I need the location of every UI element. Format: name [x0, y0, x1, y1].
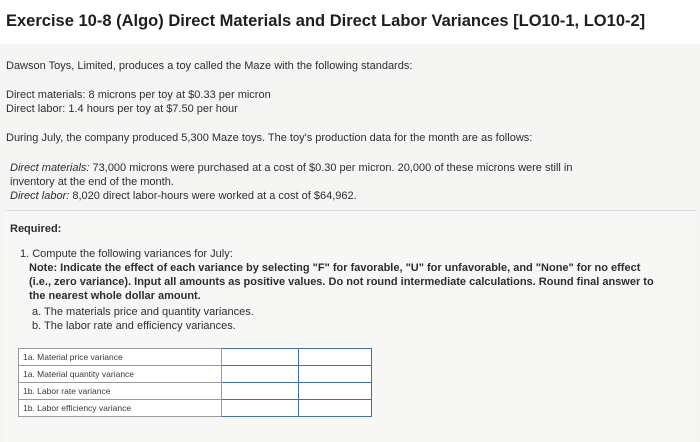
labor-data-text: 8,020 direct labor-hours were worked at a cost of $64,962.	[69, 190, 357, 202]
effect-select[interactable]	[299, 349, 372, 366]
materials-data-line	[10, 161, 573, 175]
standard-materials: Direct materials: 8 microns per toy at $0.33 per micron	[6, 89, 271, 101]
table-row	[19, 400, 372, 417]
labor-data-line	[10, 189, 357, 203]
production-text: During July, the company produced 5,300 Maze toys. The toy's production data for the month are as follows:	[6, 132, 533, 144]
table-row	[19, 383, 372, 400]
amount-input[interactable]	[222, 383, 299, 400]
note-line-3: the nearest whole dollar amount.	[29, 290, 201, 302]
note-line-2: (i.e., zero variance). Input all amounts as positive values. Do not round intermediate calculations. Round final answer to	[29, 276, 654, 288]
variance-answer-table	[18, 348, 372, 417]
amount-input[interactable]	[222, 349, 299, 366]
effect-select[interactable]	[299, 366, 372, 383]
sub-question-b: b. The labor rate and efficiency variances.	[32, 320, 236, 332]
row-label: 1a. Material price variance	[19, 349, 222, 366]
problem-content	[0, 44, 700, 442]
row-label: 1b. Labor rate variance	[19, 383, 222, 400]
sub-question-a: a. The materials price and quantity variances.	[32, 306, 254, 318]
effect-select[interactable]	[299, 383, 372, 400]
effect-select[interactable]	[299, 400, 372, 417]
row-label: 1a. Material quantity variance	[19, 366, 222, 383]
amount-input[interactable]	[222, 366, 299, 383]
materials-data-text: 73,000 microns were purchased at a cost of $0.30 per micron. 20,000 of these microns were still in	[89, 162, 573, 174]
standard-labor: Direct labor: 1.4 hours per toy at $7.50 per hour	[6, 103, 238, 115]
materials-data-label: Direct materials:	[10, 162, 90, 174]
amount-input[interactable]	[222, 400, 299, 417]
note-line-1: Note: Indicate the effect of each variance by selecting "F" for favorable, "U" for unfavorable, and "None" for no effect	[29, 262, 641, 274]
row-label: 1b. Labor efficiency variance	[19, 400, 222, 417]
question-1: 1. Compute the following variances for July:	[20, 248, 233, 260]
required-heading: Required:	[10, 223, 62, 235]
page-title: Exercise 10-8 (Algo) Direct Materials and Direct Labor Variances [LO10-1, LO10-2]	[6, 12, 646, 30]
table-row	[19, 349, 372, 366]
materials-data-line2: inventory at the end of the month.	[10, 176, 174, 188]
header-bar	[0, 0, 700, 45]
intro-text: Dawson Toys, Limited, produces a toy called the Maze with the following standards:	[6, 60, 413, 72]
table-row	[19, 366, 372, 383]
labor-data-label: Direct labor:	[10, 190, 70, 202]
